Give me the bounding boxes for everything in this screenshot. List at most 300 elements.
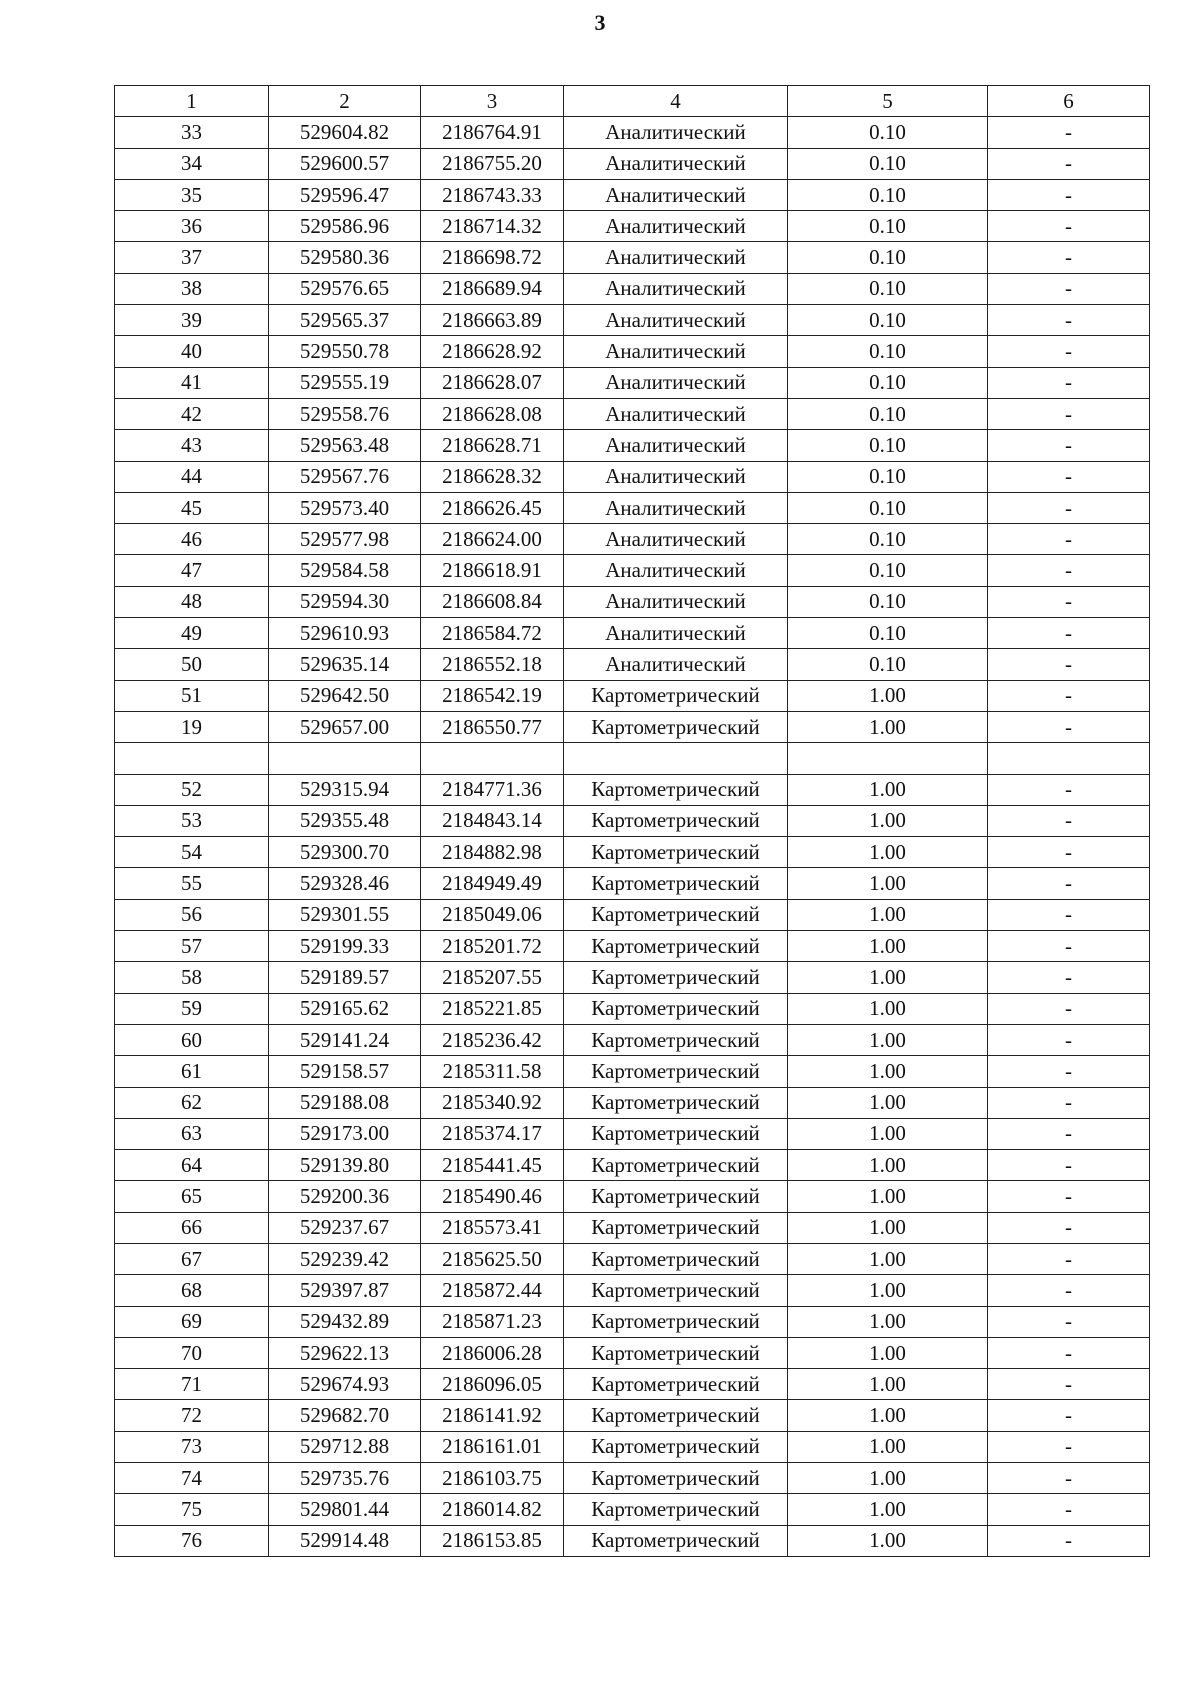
x-coordinate-cell: 529642.50 bbox=[269, 680, 421, 711]
y-coordinate-cell: 2185374.17 bbox=[421, 1118, 564, 1149]
table-row bbox=[115, 1337, 1150, 1368]
table-row bbox=[115, 211, 1150, 242]
table-row bbox=[115, 1212, 1150, 1243]
point-number-cell: 38 bbox=[115, 273, 269, 304]
method-cell: Картометрический bbox=[564, 1150, 788, 1181]
point-number-cell: 59 bbox=[115, 993, 269, 1024]
accuracy-cell: 1.00 bbox=[788, 899, 988, 930]
method-cell: Картометрический bbox=[564, 837, 788, 868]
description-cell: - bbox=[988, 461, 1150, 492]
table-row bbox=[115, 1243, 1150, 1274]
accuracy-cell: 0.10 bbox=[788, 555, 988, 586]
y-coordinate-cell: 2186153.85 bbox=[421, 1525, 564, 1556]
x-coordinate-cell: 529550.78 bbox=[269, 336, 421, 367]
table-row bbox=[115, 962, 1150, 993]
method-cell: Аналитический bbox=[564, 461, 788, 492]
accuracy-cell: 0.10 bbox=[788, 524, 988, 555]
accuracy-cell: 1.00 bbox=[788, 868, 988, 899]
x-coordinate-cell: 529622.13 bbox=[269, 1337, 421, 1368]
accuracy-cell: 0.10 bbox=[788, 461, 988, 492]
point-number-cell: 43 bbox=[115, 430, 269, 461]
point-number-cell: 49 bbox=[115, 618, 269, 649]
accuracy-cell: 1.00 bbox=[788, 962, 988, 993]
y-coordinate-cell: 2185340.92 bbox=[421, 1087, 564, 1118]
y-coordinate-cell: 2186663.89 bbox=[421, 305, 564, 336]
table-row bbox=[115, 711, 1150, 742]
description-cell: - bbox=[988, 117, 1150, 148]
description-cell: - bbox=[988, 1369, 1150, 1400]
x-coordinate-cell: 529555.19 bbox=[269, 367, 421, 398]
table-row bbox=[115, 680, 1150, 711]
y-coordinate-cell: 2185441.45 bbox=[421, 1150, 564, 1181]
description-cell: - bbox=[988, 618, 1150, 649]
x-coordinate-cell: 529565.37 bbox=[269, 305, 421, 336]
table-row bbox=[115, 1431, 1150, 1462]
table-row bbox=[115, 1494, 1150, 1525]
y-coordinate-cell: 2184771.36 bbox=[421, 774, 564, 805]
table-row bbox=[115, 931, 1150, 962]
accuracy-cell: 0.10 bbox=[788, 242, 988, 273]
table-row bbox=[115, 273, 1150, 304]
x-coordinate-cell: 529301.55 bbox=[269, 899, 421, 930]
x-coordinate-cell: 529141.24 bbox=[269, 1024, 421, 1055]
accuracy-cell: 1.00 bbox=[788, 1494, 988, 1525]
method-cell: Картометрический bbox=[564, 1181, 788, 1212]
y-coordinate-cell: 2186628.32 bbox=[421, 461, 564, 492]
accuracy-cell: 0.10 bbox=[788, 211, 988, 242]
point-number-cell: 39 bbox=[115, 305, 269, 336]
description-cell: - bbox=[988, 1494, 1150, 1525]
method-cell: Картометрический bbox=[564, 805, 788, 836]
method-cell: Аналитический bbox=[564, 179, 788, 210]
description-cell: - bbox=[988, 1525, 1150, 1556]
description-cell: - bbox=[988, 1463, 1150, 1494]
y-coordinate-cell: 2186096.05 bbox=[421, 1369, 564, 1400]
x-coordinate-cell: 529567.76 bbox=[269, 461, 421, 492]
point-number-cell: 57 bbox=[115, 931, 269, 962]
method-cell: Картометрический bbox=[564, 868, 788, 899]
method-cell: Картометрический bbox=[564, 1275, 788, 1306]
accuracy-cell: 1.00 bbox=[788, 931, 988, 962]
accuracy-cell: 1.00 bbox=[788, 1150, 988, 1181]
x-coordinate-cell: 529328.46 bbox=[269, 868, 421, 899]
description-cell: - bbox=[988, 1087, 1150, 1118]
method-cell: Аналитический bbox=[564, 524, 788, 555]
method-cell: Картометрический bbox=[564, 1118, 788, 1149]
x-coordinate-cell: 529189.57 bbox=[269, 962, 421, 993]
method-cell: Аналитический bbox=[564, 305, 788, 336]
y-coordinate-cell: 2185625.50 bbox=[421, 1243, 564, 1274]
y-coordinate-cell: 2186689.94 bbox=[421, 273, 564, 304]
x-coordinate-cell: 529674.93 bbox=[269, 1369, 421, 1400]
point-number-cell: 45 bbox=[115, 492, 269, 523]
y-coordinate-cell: 2185049.06 bbox=[421, 899, 564, 930]
accuracy-cell: 1.00 bbox=[788, 1275, 988, 1306]
table-row bbox=[115, 430, 1150, 461]
description-cell: - bbox=[988, 868, 1150, 899]
x-coordinate-cell: 529397.87 bbox=[269, 1275, 421, 1306]
header-cell-3: 3 bbox=[421, 86, 564, 117]
y-coordinate-cell: 2186584.72 bbox=[421, 618, 564, 649]
x-coordinate-cell bbox=[269, 743, 421, 774]
x-coordinate-cell: 529584.58 bbox=[269, 555, 421, 586]
y-coordinate-cell: 2186552.18 bbox=[421, 649, 564, 680]
coordinates-table bbox=[114, 85, 1150, 1557]
point-number-cell: 53 bbox=[115, 805, 269, 836]
table-row bbox=[115, 1056, 1150, 1087]
x-coordinate-cell: 529735.76 bbox=[269, 1463, 421, 1494]
accuracy-cell: 0.10 bbox=[788, 336, 988, 367]
x-coordinate-cell: 529610.93 bbox=[269, 618, 421, 649]
header-cell-1: 1 bbox=[115, 86, 269, 117]
method-cell: Картометрический bbox=[564, 1056, 788, 1087]
point-number-cell: 37 bbox=[115, 242, 269, 273]
description-cell: - bbox=[988, 524, 1150, 555]
point-number-cell: 41 bbox=[115, 367, 269, 398]
y-coordinate-cell: 2185872.44 bbox=[421, 1275, 564, 1306]
table-row bbox=[115, 993, 1150, 1024]
table-row bbox=[115, 461, 1150, 492]
description-cell: - bbox=[988, 962, 1150, 993]
y-coordinate-cell: 2186103.75 bbox=[421, 1463, 564, 1494]
point-number-cell: 74 bbox=[115, 1463, 269, 1494]
table-row bbox=[115, 805, 1150, 836]
accuracy-cell: 0.10 bbox=[788, 430, 988, 461]
description-cell: - bbox=[988, 336, 1150, 367]
description-cell: - bbox=[988, 305, 1150, 336]
x-coordinate-cell: 529355.48 bbox=[269, 805, 421, 836]
y-coordinate-cell: 2186628.71 bbox=[421, 430, 564, 461]
point-number-cell: 70 bbox=[115, 1337, 269, 1368]
point-number-cell: 71 bbox=[115, 1369, 269, 1400]
accuracy-cell: 1.00 bbox=[788, 1243, 988, 1274]
description-cell: - bbox=[988, 993, 1150, 1024]
x-coordinate-cell: 529199.33 bbox=[269, 931, 421, 962]
accuracy-cell: 0.10 bbox=[788, 305, 988, 336]
point-number-cell: 42 bbox=[115, 398, 269, 429]
method-cell: Аналитический bbox=[564, 649, 788, 680]
description-cell: - bbox=[988, 430, 1150, 461]
description-cell: - bbox=[988, 492, 1150, 523]
table-row bbox=[115, 1118, 1150, 1149]
y-coordinate-cell: 2186161.01 bbox=[421, 1431, 564, 1462]
x-coordinate-cell: 529200.36 bbox=[269, 1181, 421, 1212]
header-cell-2: 2 bbox=[269, 86, 421, 117]
method-cell: Картометрический bbox=[564, 962, 788, 993]
method-cell: Картометрический bbox=[564, 899, 788, 930]
point-number-cell: 19 bbox=[115, 711, 269, 742]
accuracy-cell: 0.10 bbox=[788, 649, 988, 680]
method-cell: Аналитический bbox=[564, 555, 788, 586]
table-row bbox=[115, 1463, 1150, 1494]
point-number-cell: 65 bbox=[115, 1181, 269, 1212]
y-coordinate-cell: 2186624.00 bbox=[421, 524, 564, 555]
y-coordinate-cell: 2185490.46 bbox=[421, 1181, 564, 1212]
table-row bbox=[115, 148, 1150, 179]
table-row bbox=[115, 492, 1150, 523]
y-coordinate-cell: 2186542.19 bbox=[421, 680, 564, 711]
point-number-cell: 61 bbox=[115, 1056, 269, 1087]
point-number-cell: 73 bbox=[115, 1431, 269, 1462]
point-number-cell: 56 bbox=[115, 899, 269, 930]
table-row bbox=[115, 179, 1150, 210]
table-row bbox=[115, 336, 1150, 367]
method-cell: Картометрический bbox=[564, 1400, 788, 1431]
method-cell: Картометрический bbox=[564, 1212, 788, 1243]
point-number-cell: 69 bbox=[115, 1306, 269, 1337]
table-row bbox=[115, 242, 1150, 273]
description-cell: - bbox=[988, 1150, 1150, 1181]
accuracy-cell: 0.10 bbox=[788, 148, 988, 179]
description-cell: - bbox=[988, 1181, 1150, 1212]
table-row bbox=[115, 1150, 1150, 1181]
point-number-cell: 68 bbox=[115, 1275, 269, 1306]
x-coordinate-cell: 529604.82 bbox=[269, 117, 421, 148]
table-row bbox=[115, 743, 1150, 774]
x-coordinate-cell: 529432.89 bbox=[269, 1306, 421, 1337]
y-coordinate-cell: 2186698.72 bbox=[421, 242, 564, 273]
x-coordinate-cell: 529139.80 bbox=[269, 1150, 421, 1181]
description-cell: - bbox=[988, 680, 1150, 711]
x-coordinate-cell: 529188.08 bbox=[269, 1087, 421, 1118]
header-row bbox=[115, 86, 1150, 117]
point-number-cell: 62 bbox=[115, 1087, 269, 1118]
method-cell: Картометрический bbox=[564, 1369, 788, 1400]
point-number-cell: 48 bbox=[115, 586, 269, 617]
method-cell: Аналитический bbox=[564, 492, 788, 523]
description-cell: - bbox=[988, 1431, 1150, 1462]
accuracy-cell: 1.00 bbox=[788, 1369, 988, 1400]
description-cell: - bbox=[988, 273, 1150, 304]
y-coordinate-cell: 2184882.98 bbox=[421, 837, 564, 868]
point-number-cell: 46 bbox=[115, 524, 269, 555]
x-coordinate-cell: 529577.98 bbox=[269, 524, 421, 555]
y-coordinate-cell: 2186628.07 bbox=[421, 367, 564, 398]
x-coordinate-cell: 529580.36 bbox=[269, 242, 421, 273]
table-header bbox=[115, 86, 1150, 117]
point-number-cell: 34 bbox=[115, 148, 269, 179]
table-row bbox=[115, 868, 1150, 899]
x-coordinate-cell: 529657.00 bbox=[269, 711, 421, 742]
method-cell: Аналитический bbox=[564, 398, 788, 429]
accuracy-cell: 1.00 bbox=[788, 1306, 988, 1337]
method-cell: Картометрический bbox=[564, 1431, 788, 1462]
point-number-cell: 75 bbox=[115, 1494, 269, 1525]
y-coordinate-cell: 2185201.72 bbox=[421, 931, 564, 962]
accuracy-cell: 0.10 bbox=[788, 492, 988, 523]
x-coordinate-cell: 529239.42 bbox=[269, 1243, 421, 1274]
accuracy-cell: 1.00 bbox=[788, 805, 988, 836]
description-cell: - bbox=[988, 774, 1150, 805]
description-cell: - bbox=[988, 1056, 1150, 1087]
accuracy-cell: 0.10 bbox=[788, 117, 988, 148]
table-row bbox=[115, 649, 1150, 680]
description-cell: - bbox=[988, 1243, 1150, 1274]
method-cell: Картометрический bbox=[564, 1463, 788, 1494]
x-coordinate-cell: 529237.67 bbox=[269, 1212, 421, 1243]
accuracy-cell: 0.10 bbox=[788, 586, 988, 617]
description-cell: - bbox=[988, 1118, 1150, 1149]
point-number-cell: 64 bbox=[115, 1150, 269, 1181]
accuracy-cell: 1.00 bbox=[788, 1431, 988, 1462]
description-cell: - bbox=[988, 242, 1150, 273]
accuracy-cell: 1.00 bbox=[788, 1212, 988, 1243]
table-row bbox=[115, 899, 1150, 930]
description-cell: - bbox=[988, 899, 1150, 930]
method-cell: Аналитический bbox=[564, 336, 788, 367]
y-coordinate-cell: 2186764.91 bbox=[421, 117, 564, 148]
method-cell bbox=[564, 743, 788, 774]
method-cell: Картометрический bbox=[564, 1024, 788, 1055]
point-number-cell: 36 bbox=[115, 211, 269, 242]
x-coordinate-cell: 529635.14 bbox=[269, 649, 421, 680]
table-row bbox=[115, 1275, 1150, 1306]
method-cell: Картометрический bbox=[564, 1337, 788, 1368]
table-row bbox=[115, 1024, 1150, 1055]
accuracy-cell: 1.00 bbox=[788, 1400, 988, 1431]
accuracy-cell: 1.00 bbox=[788, 837, 988, 868]
table-row bbox=[115, 398, 1150, 429]
x-coordinate-cell: 529914.48 bbox=[269, 1525, 421, 1556]
method-cell: Аналитический bbox=[564, 211, 788, 242]
accuracy-cell: 1.00 bbox=[788, 680, 988, 711]
description-cell: - bbox=[988, 805, 1150, 836]
method-cell: Аналитический bbox=[564, 367, 788, 398]
accuracy-cell: 1.00 bbox=[788, 711, 988, 742]
x-coordinate-cell: 529682.70 bbox=[269, 1400, 421, 1431]
method-cell: Картометрический bbox=[564, 993, 788, 1024]
description-cell: - bbox=[988, 649, 1150, 680]
y-coordinate-cell: 2185236.42 bbox=[421, 1024, 564, 1055]
y-coordinate-cell: 2185871.23 bbox=[421, 1306, 564, 1337]
accuracy-cell: 1.00 bbox=[788, 774, 988, 805]
accuracy-cell: 0.10 bbox=[788, 398, 988, 429]
accuracy-cell: 1.00 bbox=[788, 1525, 988, 1556]
point-number-cell: 72 bbox=[115, 1400, 269, 1431]
table-row bbox=[115, 1400, 1150, 1431]
method-cell: Аналитический bbox=[564, 117, 788, 148]
y-coordinate-cell: 2186755.20 bbox=[421, 148, 564, 179]
description-cell: - bbox=[988, 711, 1150, 742]
description-cell: - bbox=[988, 398, 1150, 429]
point-number-cell: 50 bbox=[115, 649, 269, 680]
table-row bbox=[115, 1306, 1150, 1337]
y-coordinate-cell: 2185221.85 bbox=[421, 993, 564, 1024]
description-cell: - bbox=[988, 586, 1150, 617]
x-coordinate-cell: 529712.88 bbox=[269, 1431, 421, 1462]
table-row bbox=[115, 618, 1150, 649]
accuracy-cell bbox=[788, 743, 988, 774]
point-number-cell: 67 bbox=[115, 1243, 269, 1274]
description-cell: - bbox=[988, 1024, 1150, 1055]
description-cell: - bbox=[988, 1337, 1150, 1368]
description-cell: - bbox=[988, 211, 1150, 242]
y-coordinate-cell: 2185311.58 bbox=[421, 1056, 564, 1087]
y-coordinate-cell: 2186628.08 bbox=[421, 398, 564, 429]
point-number-cell: 63 bbox=[115, 1118, 269, 1149]
description-cell: - bbox=[988, 555, 1150, 586]
point-number-cell: 40 bbox=[115, 336, 269, 367]
accuracy-cell: 0.10 bbox=[788, 367, 988, 398]
x-coordinate-cell: 529586.96 bbox=[269, 211, 421, 242]
x-coordinate-cell: 529596.47 bbox=[269, 179, 421, 210]
method-cell: Картометрический bbox=[564, 931, 788, 962]
table-row bbox=[115, 1087, 1150, 1118]
x-coordinate-cell: 529165.62 bbox=[269, 993, 421, 1024]
table-row bbox=[115, 367, 1150, 398]
method-cell: Картометрический bbox=[564, 1087, 788, 1118]
method-cell: Картометрический bbox=[564, 1525, 788, 1556]
x-coordinate-cell: 529801.44 bbox=[269, 1494, 421, 1525]
method-cell: Аналитический bbox=[564, 586, 788, 617]
method-cell: Картометрический bbox=[564, 1306, 788, 1337]
description-cell: - bbox=[988, 179, 1150, 210]
x-coordinate-cell: 529315.94 bbox=[269, 774, 421, 805]
method-cell: Картометрический bbox=[564, 1494, 788, 1525]
y-coordinate-cell: 2186014.82 bbox=[421, 1494, 564, 1525]
y-coordinate-cell: 2186618.91 bbox=[421, 555, 564, 586]
y-coordinate-cell: 2186628.92 bbox=[421, 336, 564, 367]
y-coordinate-cell: 2186626.45 bbox=[421, 492, 564, 523]
table-row bbox=[115, 117, 1150, 148]
x-coordinate-cell: 529576.65 bbox=[269, 273, 421, 304]
table-row bbox=[115, 1525, 1150, 1556]
table-row bbox=[115, 1369, 1150, 1400]
accuracy-cell: 0.10 bbox=[788, 618, 988, 649]
y-coordinate-cell: 2186550.77 bbox=[421, 711, 564, 742]
y-coordinate-cell: 2184949.49 bbox=[421, 868, 564, 899]
header-cell-5: 5 bbox=[788, 86, 988, 117]
x-coordinate-cell: 529300.70 bbox=[269, 837, 421, 868]
header-cell-4: 4 bbox=[564, 86, 788, 117]
point-number-cell: 44 bbox=[115, 461, 269, 492]
y-coordinate-cell: 2185207.55 bbox=[421, 962, 564, 993]
y-coordinate-cell: 2186743.33 bbox=[421, 179, 564, 210]
x-coordinate-cell: 529563.48 bbox=[269, 430, 421, 461]
point-number-cell: 33 bbox=[115, 117, 269, 148]
accuracy-cell: 1.00 bbox=[788, 993, 988, 1024]
description-cell: - bbox=[988, 931, 1150, 962]
point-number-cell: 54 bbox=[115, 837, 269, 868]
point-number-cell: 76 bbox=[115, 1525, 269, 1556]
accuracy-cell: 1.00 bbox=[788, 1118, 988, 1149]
x-coordinate-cell: 529173.00 bbox=[269, 1118, 421, 1149]
accuracy-cell: 1.00 bbox=[788, 1024, 988, 1055]
description-cell: - bbox=[988, 1400, 1150, 1431]
y-coordinate-cell bbox=[421, 743, 564, 774]
header-cell-6: 6 bbox=[988, 86, 1150, 117]
method-cell: Аналитический bbox=[564, 618, 788, 649]
y-coordinate-cell: 2185573.41 bbox=[421, 1212, 564, 1243]
y-coordinate-cell: 2186608.84 bbox=[421, 586, 564, 617]
x-coordinate-cell: 529558.76 bbox=[269, 398, 421, 429]
accuracy-cell: 1.00 bbox=[788, 1087, 988, 1118]
table-row bbox=[115, 1181, 1150, 1212]
x-coordinate-cell: 529573.40 bbox=[269, 492, 421, 523]
point-number-cell: 60 bbox=[115, 1024, 269, 1055]
x-coordinate-cell: 529594.30 bbox=[269, 586, 421, 617]
accuracy-cell: 1.00 bbox=[788, 1056, 988, 1087]
description-cell: - bbox=[988, 1306, 1150, 1337]
point-number-cell: 47 bbox=[115, 555, 269, 586]
table-row bbox=[115, 774, 1150, 805]
accuracy-cell: 1.00 bbox=[788, 1463, 988, 1494]
accuracy-cell: 1.00 bbox=[788, 1337, 988, 1368]
method-cell: Аналитический bbox=[564, 273, 788, 304]
table-row bbox=[115, 305, 1150, 336]
description-cell: - bbox=[988, 837, 1150, 868]
method-cell: Аналитический bbox=[564, 242, 788, 273]
